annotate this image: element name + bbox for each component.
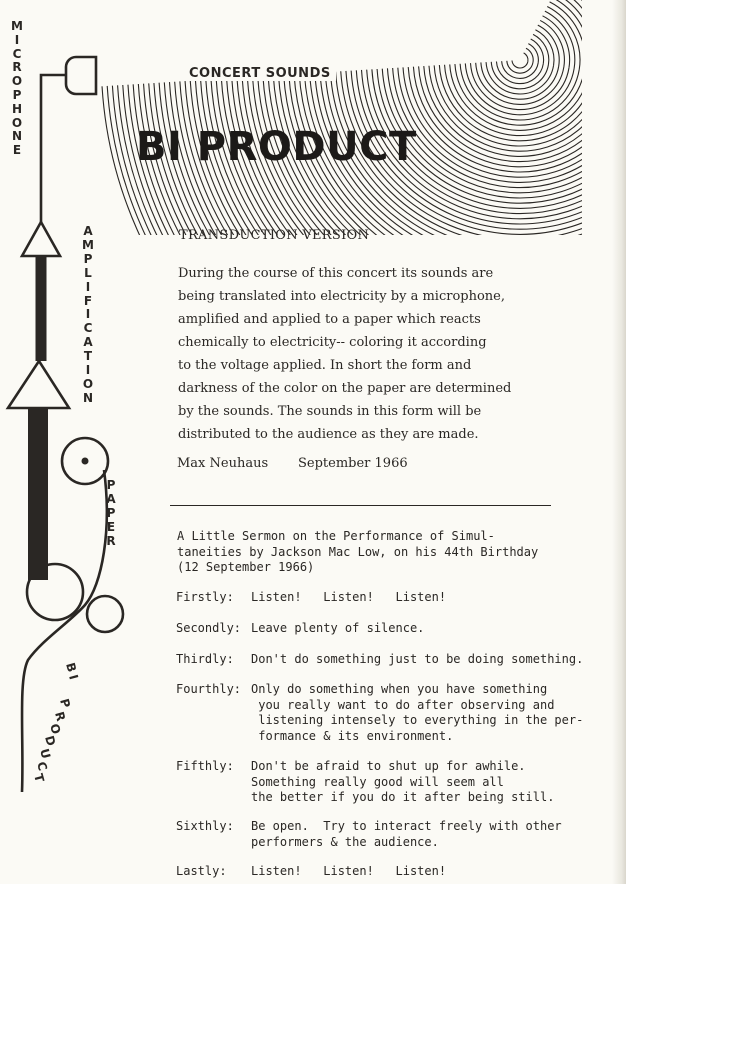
sermon-item-text: Leave plenty of silence. [251, 621, 425, 635]
sermon-item [176, 652, 584, 668]
sermon-item-text: Don't do something just to be doing something. [251, 652, 584, 666]
microphone-label: M I C R O P H O N E [11, 19, 23, 158]
svg-text:D: D [42, 734, 59, 748]
svg-text:P: P [57, 697, 73, 710]
sermon-item-label: Sixthly: [176, 819, 234, 833]
section-heading: TRANSDUCTION VERSION [179, 228, 370, 243]
sermon-item-text: Only do something when you have something you really want to do after observing and listening intensely to everything in the per- formance & its environment. [251, 682, 584, 743]
sermon-item [176, 864, 447, 880]
description-line: to the voltage applied. In short the form and [178, 358, 472, 373]
author-date: September 1966 [298, 456, 408, 471]
sermon-item-label: Lastly: [176, 864, 227, 878]
sermon-item-label: Firstly: [176, 590, 234, 604]
svg-text:T: T [31, 772, 47, 784]
svg-text:C: C [34, 760, 50, 773]
sermon-title-line: (12 September 1966) [177, 560, 315, 574]
description-line: chemically to electricity-- coloring it according [178, 335, 487, 350]
sermon-item [176, 682, 584, 743]
description-line: During the course of this concert its sounds are [178, 266, 494, 281]
svg-text:B: B [63, 661, 79, 674]
svg-text:O: O [47, 722, 64, 736]
page-edge-shadow [612, 0, 626, 884]
sermon-item [176, 819, 562, 849]
description-line: being translated into electricity by a microphone, [178, 289, 505, 304]
sermon-item-label: Fifthly: [176, 759, 234, 773]
svg-text:U: U [37, 747, 54, 761]
sermon-item [176, 621, 425, 637]
transduction-description [178, 262, 511, 446]
sermon-item-label: Thirdly: [176, 652, 234, 666]
concert-sounds-kicker: CONCERT SOUNDS [184, 66, 336, 81]
sermon-item-text: Listen! Listen! Listen! [251, 864, 447, 878]
svg-text:I: I [66, 673, 81, 682]
sermon-item-label: Secondly: [176, 621, 242, 635]
svg-text:R: R [52, 710, 69, 723]
sermon-title-line: A Little Sermon on the Performance of Simul- [177, 529, 495, 543]
page-title: BI PRODUCT [136, 124, 417, 170]
sermon-item [176, 759, 555, 804]
sermon-title-line: taneities by Jackson Mac Low, on his 44th Birthday [177, 544, 539, 559]
sermon-item-text: Be open. Try to interact freely with other performers & the audience. [251, 819, 562, 849]
sermon-title [177, 529, 538, 576]
description-line: by the sounds. The sounds in this form will be [178, 404, 482, 419]
sermon-item-text: Listen! Listen! Listen! [251, 590, 447, 604]
sermon-item-label: Fourthly: [176, 682, 242, 696]
amplification-label: A M P L I F I C A T I O N [82, 224, 94, 405]
author-name: Max Neuhaus [177, 456, 269, 471]
sermon-item-text: Don't be afraid to shut up for awhile. Something really good will seem all the better if you do it after being still. [251, 759, 555, 804]
description-line: amplified and applied to a paper which reacts [178, 312, 481, 327]
paper-label: P A P E R [106, 478, 116, 548]
description-line: distributed to the audience as they are made. [178, 427, 479, 442]
description-line: darkness of the color on the paper are determined [178, 381, 512, 396]
section-divider [170, 505, 551, 506]
sermon-item [176, 590, 447, 606]
sound-wave-arcs [100, 0, 582, 235]
